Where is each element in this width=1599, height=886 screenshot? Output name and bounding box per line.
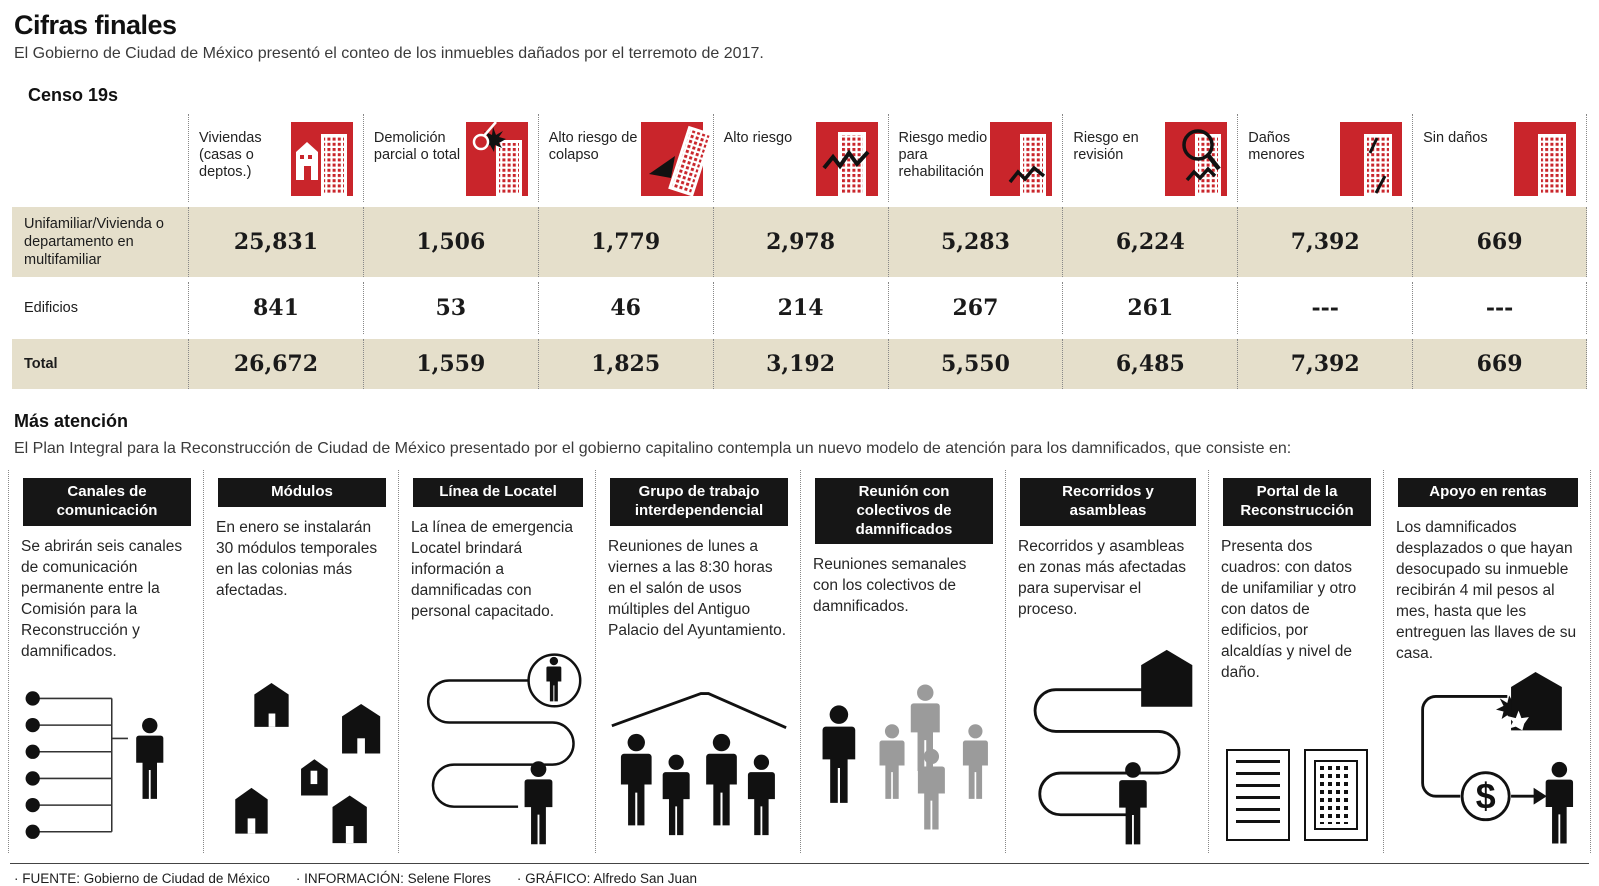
cell-value: 1,825 (538, 339, 713, 389)
attention-cards (8, 470, 1591, 853)
census-heading: Censo 19s (28, 85, 119, 105)
temporary-modules-houses-art (216, 675, 388, 847)
census-col-danos-menores: Daños menores (1237, 114, 1412, 202)
meeting-roof-people-art (608, 678, 790, 847)
cracked-building-icon (816, 122, 878, 196)
card-title: Grupo de trabajo interdependencial (610, 478, 788, 526)
census-col-demolicion: Demolición parcial o total (363, 114, 538, 202)
card-modulos: Módulos En enero se instalarán 30 módulos temporales en las colonias más afectadas. (203, 470, 398, 853)
cell-value: 5,283 (888, 207, 1063, 277)
cell-value: 7,392 (1237, 207, 1412, 277)
collapsing-building-icon (641, 122, 703, 196)
cell-value: 214 (713, 282, 888, 334)
locatel-line-art (411, 636, 585, 847)
route-house-person-art (1018, 640, 1198, 847)
census-col-alto-riesgo: Alto riesgo (713, 114, 888, 202)
network-dots-person-art (21, 679, 193, 847)
card-grupo: Grupo de trabajo interdependencial Reuniones de lunes a viernes a las 8:30 horas en el salón de usos múltiples del Antiguo Palacio del Ayuntamiento. (595, 470, 800, 853)
census-col-riesgo-medio: Riesgo medio para rehabilitación (888, 114, 1063, 202)
collectives-people-art (813, 676, 995, 847)
wrecking-ball-building-icon (466, 122, 528, 196)
rent-support-money-art (1396, 664, 1580, 847)
footer-info: · INFORMACIÓN: Selene Flores (295, 871, 491, 886)
card-title: Módulos (218, 478, 386, 507)
census-col-colapso: Alto riesgo de colapso (538, 114, 713, 202)
census-row-total: Total 26,672 1,559 1,825 3,192 5,550 6,485 7,392 669 (12, 339, 1587, 389)
cell-value: 1,779 (538, 207, 713, 277)
census-table (12, 114, 1587, 389)
cell-value: 841 (188, 282, 363, 334)
card-portal: Portal de la Reconstrucción Presenta dos cuadros: con datos de unifamiliar y otro con datos de edificios, por alcaldías y nivel de daño. (1208, 470, 1383, 853)
building-card-icon (1304, 749, 1368, 841)
cell-value: 6,485 (1062, 339, 1237, 389)
census-col-revision: Riesgo en revisión (1062, 114, 1237, 202)
svg-text:$: $ (1475, 776, 1496, 817)
census-row-edificios: Edificios 841 53 46 214 267 261 --- --- (12, 282, 1587, 334)
census-header-row (12, 114, 1587, 202)
card-apoyo: Apoyo en rentas Los damnificados desplazados o que hayan desocupado su inmueble recibirán 4 mil pesos al mes, hasta que les entreguen las llaves de su casa. $ (1383, 470, 1590, 853)
footer-credits (10, 863, 1589, 886)
card-title: Apoyo en rentas (1398, 478, 1578, 507)
card-title: Reunión con colectivos de damnificados (815, 478, 993, 544)
cell-value: 1,559 (363, 339, 538, 389)
footer-graphic: · GRÁFICO: Alfredo San Juan (516, 871, 697, 886)
cell-value: 3,192 (713, 339, 888, 389)
cell-value: 46 (538, 282, 713, 334)
cell-value: 6,224 (1062, 207, 1237, 277)
cell-value: 1,506 (363, 207, 538, 277)
census-row-unifamiliar: Unifamiliar/Vivienda o departamento en multifamiliar 25,831 1,506 1,779 2,978 5,283 6,224 7,392 669 (12, 207, 1587, 277)
cell-value: --- (1412, 282, 1587, 334)
cell-value: 669 (1412, 339, 1587, 389)
census-col-sin-danos: Sin daños (1412, 114, 1587, 202)
magnifier-building-icon (1165, 122, 1227, 196)
crack-rehabilitation-building-icon (990, 122, 1052, 196)
card-canales: Canales de comunicación Se abrirán seis canales de comunicación permanente entre la Comisión para la Reconstrucción y damnificados. (8, 470, 203, 853)
minor-damage-building-icon (1340, 122, 1402, 196)
card-locatel: Línea de Locatel La línea de emergencia Locatel brindará información a damnificadas con personal capacitado. (398, 470, 595, 853)
card-title: Portal de la Reconstrucción (1223, 478, 1371, 526)
cell-value: 53 (363, 282, 538, 334)
card-title: Línea de Locatel (413, 478, 583, 507)
building-with-house-icon (291, 122, 353, 196)
intact-building-icon (1514, 122, 1576, 196)
attention-intro: El Plan Integral para la Reconstrucción de Ciudad de México presentado por el gobierno capitalino contempla un nuevo modelo de atención para los damnificados, que consiste en: (14, 440, 1292, 457)
document-card-icon (1226, 749, 1290, 841)
census-col-viviendas: Viviendas (casas o deptos.) (188, 114, 363, 202)
attention-heading: Más atención (14, 411, 129, 431)
cell-value: --- (1237, 282, 1412, 334)
cell-value: 26,672 (188, 339, 363, 389)
card-title: Canales de comunicación (23, 478, 191, 526)
page-subtitle: El Gobierno de Ciudad de México presentó el conteo de los inmuebles dañados por el terremoto de 2017. (14, 45, 764, 62)
card-title: Recorridos y asambleas (1020, 478, 1196, 526)
cell-value: 2,978 (713, 207, 888, 277)
cell-value: 261 (1062, 282, 1237, 334)
cell-value: 267 (888, 282, 1063, 334)
cell-value: 5,550 (888, 339, 1063, 389)
footer-source: · FUENTE: Gobierno de Ciudad de México (14, 871, 270, 886)
cell-value: 25,831 (188, 207, 363, 277)
card-colectivos: Reunión con colectivos de damnificados Reuniones semanales con los colectivos de damnificados. (800, 470, 1005, 853)
cell-value: 7,392 (1237, 339, 1412, 389)
page-title: Cifras finales (14, 10, 177, 40)
cell-value: 669 (1412, 207, 1587, 277)
card-recorridos: Recorridos y asambleas Recorridos y asambleas en zonas más afectadas para supervisar el proceso. (1005, 470, 1208, 853)
portal-documents-art (1221, 741, 1373, 841)
